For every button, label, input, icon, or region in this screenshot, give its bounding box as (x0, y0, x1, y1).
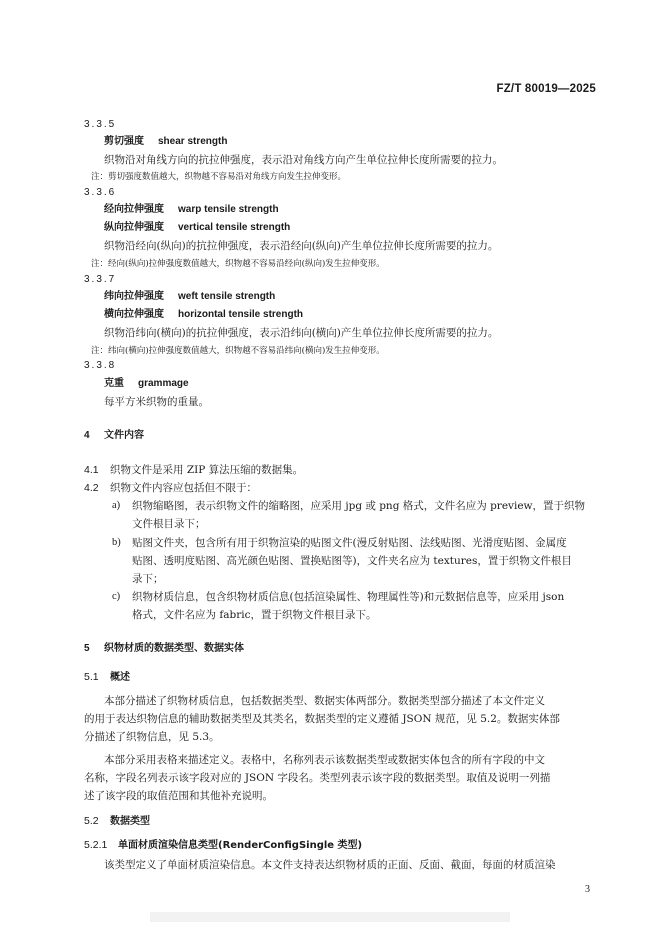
term-heading-synonym (104, 221, 290, 235)
term-english: shear strength (158, 136, 228, 147)
term-note: 注：剪切强度数值越大，织物越不容易沿对角线方向发生拉伸变形。 (91, 172, 347, 182)
term-chinese: 克重 (104, 378, 124, 389)
list-item-marker: b) (112, 537, 121, 548)
term-heading (104, 377, 189, 391)
term-definition: 织物沿经向(纵向)的抗拉伸强度，表示沿经向(纵向)产生单位拉伸长度所需要的拉力。 (104, 240, 499, 252)
subsection-heading (84, 838, 362, 853)
section-number: 4 (84, 430, 90, 441)
subsection-number: 5.1 (84, 671, 99, 683)
clause-paragraph (84, 463, 303, 477)
subsection-title: 数据类型 (110, 816, 150, 827)
section-heading (84, 429, 144, 443)
term-english: grammage (138, 378, 189, 389)
section-title: 织物材质的数据类型、数据实体 (104, 643, 244, 654)
subsection-number: 5.2 (84, 815, 99, 827)
term-note: 注：经向(纵向)拉伸强度数值越大，织物越不容易沿经向(纵向)发生拉伸变形。 (91, 259, 385, 269)
list-item-text: 织物缩略图，表示织物文件的缩略图，应采用 jpg 或 png 格式，文件名应为 preview，置于织物 (132, 500, 586, 512)
term-heading (104, 203, 279, 217)
term-chinese: 横向拉伸强度 (104, 309, 164, 320)
term-english: weft tensile strength (178, 291, 276, 302)
list-item-text: 录下； (132, 573, 164, 585)
list-item-text: 格式，文件名应为 fabric，置于织物文件根目录下。 (132, 609, 377, 621)
section-number: 5 (84, 643, 90, 654)
subsection-heading (84, 814, 150, 829)
clause-number: 3.3.6 (84, 187, 117, 198)
clause-number: 4.2 (84, 482, 99, 494)
subsection-title: 概述 (110, 672, 130, 683)
body-paragraph-line: 本部分描述了织物材质信息，包括数据类型、数据实体两部分。数据类型部分描述了本文件定义 (104, 695, 545, 707)
term-chinese: 纵向拉伸强度 (104, 222, 164, 233)
list-item-text: 织物材质信息，包含织物材质信息(包括渲染属性、物理属性等)和元数据信息等，应采用 json (132, 591, 565, 603)
clause-number: 3.3.7 (84, 274, 117, 285)
list-item-text: 贴图文件夹，包含所有用于织物渲染的贴图文件(漫反射贴图、法线贴图、光滑度贴图、金属度 (132, 537, 567, 549)
term-chinese: 剪切强度 (104, 136, 144, 147)
list-item-marker: a) (112, 500, 121, 511)
clause-paragraph (84, 481, 257, 495)
subsection-number: 5.2.1 (84, 839, 108, 851)
section-title: 文件内容 (104, 430, 144, 441)
term-chinese: 经向拉伸强度 (104, 204, 164, 215)
list-item-marker: c) (112, 591, 121, 602)
term-definition: 每平方米织物的重量。 (104, 396, 209, 408)
body-paragraph-line: 述了该字段的取值范围和其他补充说明。 (84, 790, 273, 802)
term-definition: 织物沿纬向(横向)的抗拉伸强度，表示沿纬向(横向)产生单位拉伸长度所需要的拉力。 (104, 327, 499, 339)
term-english: vertical tensile strength (178, 222, 291, 233)
term-heading (104, 135, 227, 149)
term-note: 注：纬向(横向)拉伸强度数值越大，织物越不容易沿纬向(横向)发生拉伸变形。 (91, 346, 385, 356)
subsection-heading (84, 670, 130, 685)
term-english: warp tensile strength (178, 204, 279, 215)
body-paragraph-line: 的用于表达织物信息的辅助数据类型及其类名，数据类型的定义遵循 JSON 规范，见 5.2。数据实体部 (84, 713, 560, 725)
section-heading (84, 642, 244, 656)
list-item-text: 文件根目录下； (132, 518, 206, 530)
standard-code: FZ/T 80019—2025 (496, 83, 596, 95)
body-paragraph-line: 本部分采用表格来描述定义。表格中，名称列表示该数据类型或数据实体包含的所有字段的中文 (104, 754, 545, 766)
clause-number: 3.3.8 (84, 360, 117, 371)
clause-text: 织物文件内容应包括但不限于： (110, 482, 257, 494)
term-chinese: 纬向拉伸强度 (104, 291, 164, 302)
footer-watermark-strip (150, 912, 510, 922)
term-heading-synonym (104, 308, 303, 322)
clause-text: 织物文件是采用 ZIP 算法压缩的数据集。 (110, 464, 304, 476)
body-paragraph-line: 分描述了织物信息，见 5.3。 (84, 731, 220, 743)
clause-number: 4.1 (84, 464, 99, 476)
subsection-title: 单面材质渲染信息类型(RenderConfigSingle 类型) (118, 840, 363, 851)
clause-number: 3.3.5 (84, 119, 117, 130)
term-english: horizontal tensile strength (178, 309, 304, 320)
list-item-text: 贴图、透明度贴图、高光颜色贴图、置换贴图等)，文件夹名应为 textures，置于织物文件根目 (132, 555, 572, 567)
page-number: 3 (585, 884, 590, 895)
term-heading (104, 290, 275, 304)
body-paragraph-line: 名称，字段名列表示该字段对应的 JSON 字段名。类型列表示该字段的数据类型。取值及说明一列描 (84, 772, 551, 784)
term-definition: 织物沿对角线方向的抗拉伸强度，表示沿对角线方向产生单位拉伸长度所需要的拉力。 (104, 154, 503, 166)
body-paragraph-line: 该类型定义了单面材质渲染信息。本文件支持表达织物材质的正面、反面、截面，每面的材质渲染 (104, 859, 556, 871)
